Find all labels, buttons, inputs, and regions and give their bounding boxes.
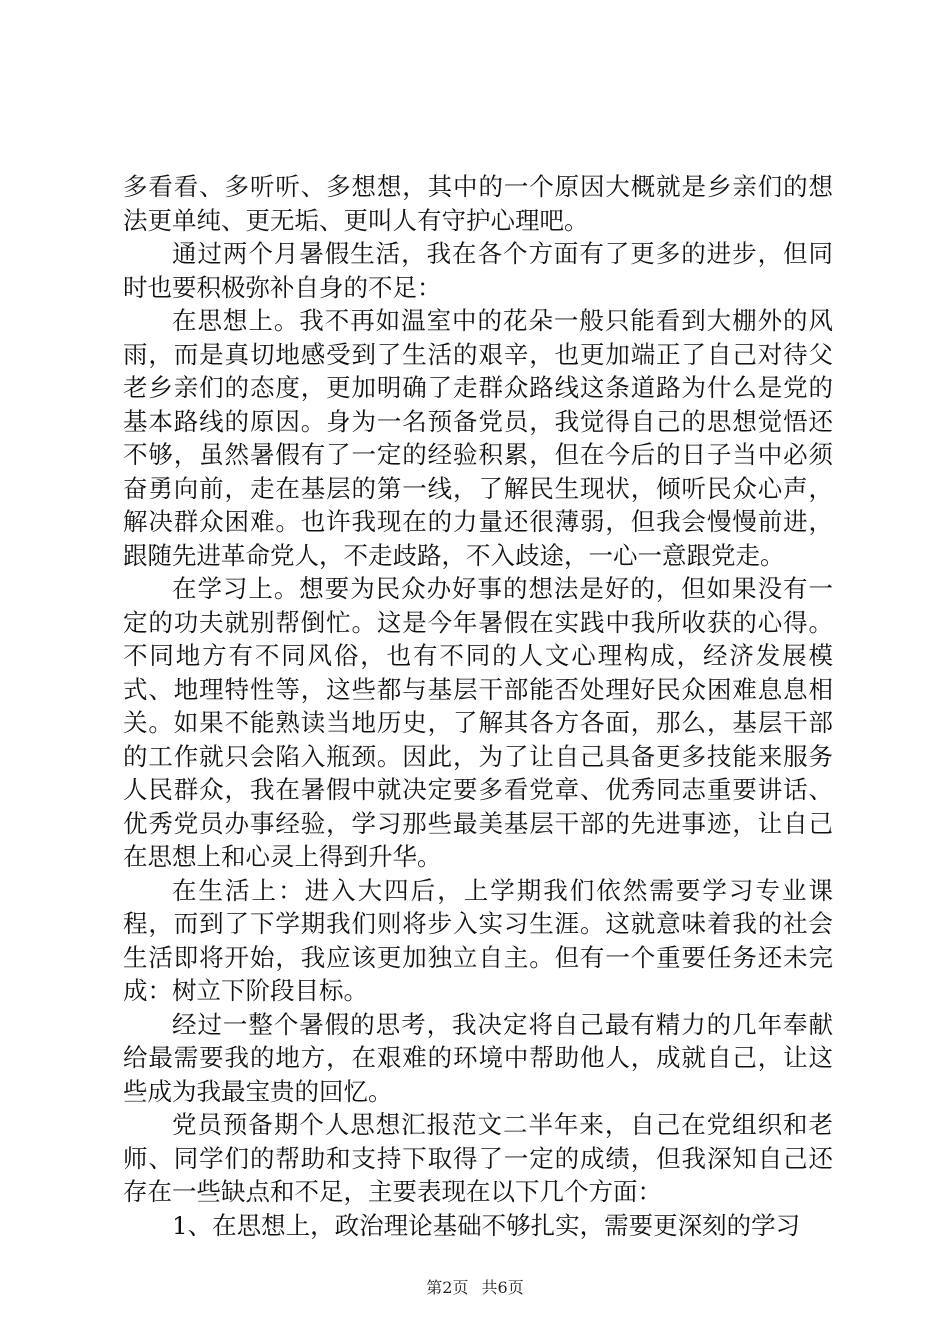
paragraph-7: 党员预备期个人思想汇报范文二半年来，自己在党组织和老师、同学们的帮助和支持下取得了一定的成绩，但我深知自己还存在一些缺点和不足，主要表现在以下几个方面：: [123, 1110, 833, 1206]
paragraph-2: 通过两个月暑假生活，我在各个方面有了更多的进步，但同时也要积极弥补自身的不足：: [123, 239, 833, 302]
document-body: [123, 170, 833, 1242]
paragraph-6: 经过一整个暑假的思考，我决定将自己最有精力的几年奉献给最需要我的地方，在艰难的环境中帮助他人，成就自己，让这些成为我最宝贵的回忆。: [123, 1009, 833, 1106]
paragraph-4: 在学习上。想要为民众办好事的想法是好的，但如果没有一定的功夫就别帮倒忙。这是今年暑假在实践中我所收获的心得。不同地方有不同风俗，也有不同的人文心理构成，经济发展模式、地理特性等，这些都与基层干部能否处理好民众困难息息相关。如果不能熟读当地历史，了解其各方各面，那么，基层干部的工作就只会陷入瓶颈。因此，为了让自己具备更多技能来服务人民群众，我在暑假中就决定要多看党章、优秀同志重要讲话、优秀党员办事经验，学习那些最美基层干部的先进事迹，让自己在思想上和心灵上得到升华。: [123, 574, 833, 871]
page-total: 共6页: [481, 1278, 524, 1297]
page-footer: [0, 1275, 950, 1298]
paragraph-8: 1、在思想上，政治理论基础不够扎实，需要更深刻的学习: [172, 1210, 801, 1240]
paragraph-1: 多看看、多听听、多想想，其中的一个原因大概就是乡亲们的想法更单纯、更无垢、更叫人有守护心理吧。: [123, 172, 833, 235]
paragraph-3: 在思想上。我不再如温室中的花朵一般只能看到大棚外的风雨，而是真切地感受到了生活的艰辛，也更加端正了自己对待父老乡亲们的态度，更加明确了走群众路线这条道路为什么是党的基本路线的原因。身为一名预备党员，我觉得自己的思想觉悟还不够，虽然暑假有了一定的经验积累，但在今后的日子当中必须奋勇向前，走在基层的第一线，了解民生现状，倾听民众心声，解决群众困难。也许我现在的力量还很薄弱，但我会慢慢前进，跟随先进革命党人，不走歧路，不入歧途，一心一意跟党走。: [123, 306, 833, 570]
page-number: 第2页: [426, 1278, 469, 1297]
paragraph-5: 在生活上：进入大四后，上学期我们依然需要学习专业课程，而到了下学期我们则将步入实习生涯。这就意味着我的社会生活即将开始，我应该更加独立自主。但有一个重要任务还未完成：树立下阶段目标。: [123, 875, 833, 1005]
